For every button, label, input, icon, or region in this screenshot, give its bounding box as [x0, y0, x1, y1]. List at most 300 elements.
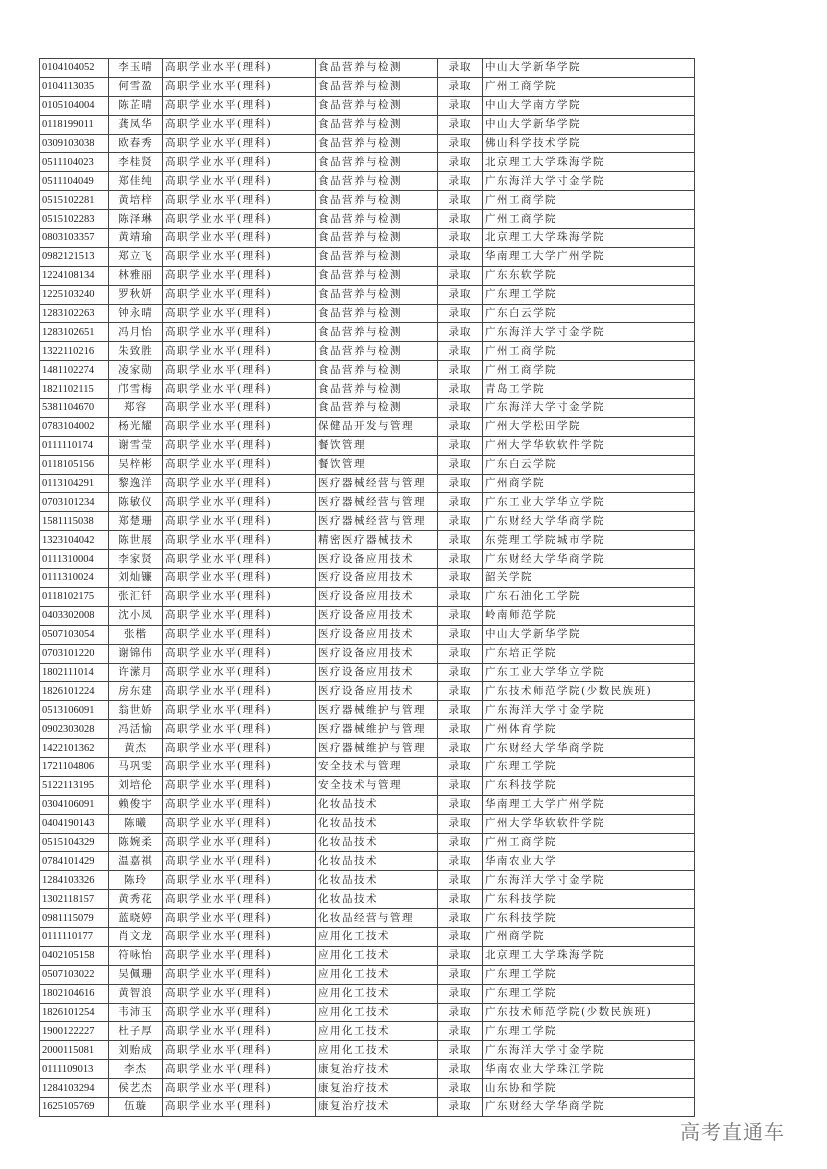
exam-id-cell: 0402105158: [40, 946, 109, 965]
student-name-cell: 伍璇: [109, 1097, 163, 1116]
major-cell: 食品营养与检测: [316, 361, 438, 380]
table-row: [40, 569, 695, 588]
exam-id-cell: 2000115081: [40, 1041, 109, 1060]
status-cell: 录取: [438, 134, 483, 153]
status-cell: 录取: [438, 285, 483, 304]
exam-id-cell: 0404190143: [40, 814, 109, 833]
table-row: [40, 417, 695, 436]
batch-cell: 高职学业水平(理科): [163, 115, 316, 134]
student-name-cell: 陈婉柔: [109, 833, 163, 852]
student-name-cell: 朱致胜: [109, 342, 163, 361]
exam-id-cell: 1821102115: [40, 380, 109, 399]
status-cell: 录取: [438, 946, 483, 965]
student-name-cell: 凌家勋: [109, 361, 163, 380]
student-name-cell: 马巩雯: [109, 757, 163, 776]
school-cell: 广州工商学院: [483, 342, 695, 361]
batch-cell: 高职学业水平(理科): [163, 587, 316, 606]
status-cell: 录取: [438, 1079, 483, 1098]
batch-cell: 高职学业水平(理科): [163, 1022, 316, 1041]
status-cell: 录取: [438, 682, 483, 701]
table-row: [40, 946, 695, 965]
student-name-cell: 林雅丽: [109, 266, 163, 285]
major-cell: 食品营养与检测: [316, 380, 438, 399]
table-row: [40, 1041, 695, 1060]
school-cell: 广东技术师范学院(少数民族班): [483, 1003, 695, 1022]
status-cell: 录取: [438, 342, 483, 361]
status-cell: 录取: [438, 247, 483, 266]
exam-id-cell: 0118105156: [40, 455, 109, 474]
status-cell: 录取: [438, 512, 483, 531]
school-cell: 广州工商学院: [483, 361, 695, 380]
exam-id-cell: 0111110174: [40, 436, 109, 455]
student-name-cell: 龚凤华: [109, 115, 163, 134]
batch-cell: 高职学业水平(理科): [163, 77, 316, 96]
batch-cell: 高职学业水平(理科): [163, 172, 316, 191]
school-cell: 青岛工学院: [483, 380, 695, 399]
exam-id-cell: 1283102651: [40, 323, 109, 342]
batch-cell: 高职学业水平(理科): [163, 946, 316, 965]
table-row: [40, 852, 695, 871]
major-cell: 食品营养与检测: [316, 247, 438, 266]
student-name-cell: 谢锦伟: [109, 644, 163, 663]
school-cell: 佛山科学技术学院: [483, 134, 695, 153]
table-row: [40, 361, 695, 380]
status-cell: 录取: [438, 191, 483, 210]
major-cell: 餐饮管理: [316, 436, 438, 455]
exam-id-cell: 0118102175: [40, 587, 109, 606]
student-name-cell: 陈芷晴: [109, 96, 163, 115]
table-row: [40, 682, 695, 701]
student-name-cell: 陈玲: [109, 871, 163, 890]
status-cell: 录取: [438, 625, 483, 644]
table-row: [40, 757, 695, 776]
batch-cell: 高职学业水平(理科): [163, 342, 316, 361]
batch-cell: 高职学业水平(理科): [163, 531, 316, 550]
major-cell: 食品营养与检测: [316, 134, 438, 153]
major-cell: 医疗设备应用技术: [316, 569, 438, 588]
major-cell: 医疗器械维护与管理: [316, 701, 438, 720]
status-cell: 录取: [438, 531, 483, 550]
exam-id-cell: 0309103038: [40, 134, 109, 153]
table-row: [40, 285, 695, 304]
batch-cell: 高职学业水平(理科): [163, 776, 316, 795]
student-name-cell: 陈泽琳: [109, 210, 163, 229]
status-cell: 录取: [438, 399, 483, 418]
batch-cell: 高职学业水平(理科): [163, 266, 316, 285]
batch-cell: 高职学业水平(理科): [163, 210, 316, 229]
school-cell: 广东海洋大学寸金学院: [483, 172, 695, 191]
batch-cell: 高职学业水平(理科): [163, 436, 316, 455]
student-name-cell: 郑楚珊: [109, 512, 163, 531]
major-cell: 安全技术与管理: [316, 776, 438, 795]
student-name-cell: 冯月怡: [109, 323, 163, 342]
major-cell: 医疗设备应用技术: [316, 587, 438, 606]
batch-cell: 高职学业水平(理科): [163, 229, 316, 248]
major-cell: 应用化工技术: [316, 965, 438, 984]
major-cell: 应用化工技术: [316, 1022, 438, 1041]
table-row: [40, 323, 695, 342]
table-row: [40, 965, 695, 984]
table-row: [40, 909, 695, 928]
student-name-cell: 李杰: [109, 1060, 163, 1079]
status-cell: 录取: [438, 814, 483, 833]
batch-cell: 高职学业水平(理科): [163, 493, 316, 512]
status-cell: 录取: [438, 927, 483, 946]
table-row: [40, 984, 695, 1003]
status-cell: 录取: [438, 417, 483, 436]
status-cell: 录取: [438, 323, 483, 342]
student-name-cell: 张楷: [109, 625, 163, 644]
batch-cell: 高职学业水平(理科): [163, 663, 316, 682]
major-cell: 医疗设备应用技术: [316, 606, 438, 625]
exam-id-cell: 0703101234: [40, 493, 109, 512]
school-cell: 华南农业大学: [483, 852, 695, 871]
exam-id-cell: 0513106091: [40, 701, 109, 720]
school-cell: 广州体育学院: [483, 720, 695, 739]
batch-cell: 高职学业水平(理科): [163, 323, 316, 342]
student-name-cell: 杜子厚: [109, 1022, 163, 1041]
school-cell: 广东理工学院: [483, 757, 695, 776]
status-cell: 录取: [438, 455, 483, 474]
table-row: [40, 1060, 695, 1079]
student-name-cell: 杨光耀: [109, 417, 163, 436]
exam-id-cell: 1826101254: [40, 1003, 109, 1022]
status-cell: 录取: [438, 587, 483, 606]
exam-id-cell: 0118199011: [40, 115, 109, 134]
school-cell: 广东培正学院: [483, 644, 695, 663]
exam-id-cell: 0784101429: [40, 852, 109, 871]
exam-id-cell: 0111110177: [40, 927, 109, 946]
status-cell: 录取: [438, 909, 483, 928]
table-row: [40, 531, 695, 550]
exam-id-cell: 1802111014: [40, 663, 109, 682]
exam-id-cell: 0105104004: [40, 96, 109, 115]
status-cell: 录取: [438, 1022, 483, 1041]
status-cell: 录取: [438, 776, 483, 795]
major-cell: 化妆品技术: [316, 852, 438, 871]
table-row: [40, 927, 695, 946]
student-name-cell: 郑容: [109, 399, 163, 418]
student-name-cell: 黄智浪: [109, 984, 163, 1003]
batch-cell: 高职学业水平(理科): [163, 814, 316, 833]
admission-table-body: [40, 59, 695, 1117]
status-cell: 录取: [438, 1041, 483, 1060]
batch-cell: 高职学业水平(理科): [163, 191, 316, 210]
school-cell: 广东海洋大学寸金学院: [483, 399, 695, 418]
table-row: [40, 134, 695, 153]
exam-id-cell: 1284103326: [40, 871, 109, 890]
student-name-cell: 邝雪梅: [109, 380, 163, 399]
exam-id-cell: 1826101224: [40, 682, 109, 701]
table-row: [40, 663, 695, 682]
school-cell: 广州工商学院: [483, 833, 695, 852]
table-row: [40, 606, 695, 625]
status-cell: 录取: [438, 96, 483, 115]
exam-id-cell: 5122113195: [40, 776, 109, 795]
table-row: [40, 550, 695, 569]
exam-id-cell: 0111109013: [40, 1060, 109, 1079]
table-row: [40, 512, 695, 531]
student-name-cell: 谢雪莹: [109, 436, 163, 455]
status-cell: 录取: [438, 795, 483, 814]
exam-id-cell: 0507103022: [40, 965, 109, 984]
school-cell: 广东石油化工学院: [483, 587, 695, 606]
school-cell: 韶关学院: [483, 569, 695, 588]
status-cell: 录取: [438, 172, 483, 191]
major-cell: 医疗器械维护与管理: [316, 739, 438, 758]
status-cell: 录取: [438, 852, 483, 871]
table-row: [40, 380, 695, 399]
exam-id-cell: 0104104052: [40, 59, 109, 78]
batch-cell: 高职学业水平(理科): [163, 739, 316, 758]
exam-id-cell: 0515102281: [40, 191, 109, 210]
school-cell: 山东协和学院: [483, 1079, 695, 1098]
exam-id-cell: 0403302008: [40, 606, 109, 625]
table-row: [40, 1079, 695, 1098]
status-cell: 录取: [438, 757, 483, 776]
exam-id-cell: 0104113035: [40, 77, 109, 96]
status-cell: 录取: [438, 644, 483, 663]
major-cell: 保健品开发与管理: [316, 417, 438, 436]
school-cell: 广州商学院: [483, 474, 695, 493]
batch-cell: 高职学业水平(理科): [163, 625, 316, 644]
school-cell: 广东科技学院: [483, 890, 695, 909]
status-cell: 录取: [438, 871, 483, 890]
major-cell: 应用化工技术: [316, 984, 438, 1003]
exam-id-cell: 1323104042: [40, 531, 109, 550]
major-cell: 康复治疗技术: [316, 1079, 438, 1098]
table-row: [40, 1022, 695, 1041]
school-cell: 广州大学华软软件学院: [483, 814, 695, 833]
status-cell: 录取: [438, 739, 483, 758]
exam-id-cell: 1581115038: [40, 512, 109, 531]
school-cell: 广东技术师范学院(少数民族班): [483, 682, 695, 701]
table-row: [40, 399, 695, 418]
batch-cell: 高职学业水平(理科): [163, 96, 316, 115]
status-cell: 录取: [438, 663, 483, 682]
exam-id-cell: 0507103054: [40, 625, 109, 644]
table-row: [40, 96, 695, 115]
major-cell: 化妆品经营与管理: [316, 909, 438, 928]
school-cell: 广东海洋大学寸金学院: [483, 323, 695, 342]
status-cell: 录取: [438, 115, 483, 134]
school-cell: 广东白云学院: [483, 455, 695, 474]
school-cell: 中山大学新华学院: [483, 59, 695, 78]
school-cell: 广东海洋大学寸金学院: [483, 701, 695, 720]
major-cell: 应用化工技术: [316, 946, 438, 965]
school-cell: 北京理工大学珠海学院: [483, 946, 695, 965]
school-cell: 华南理工大学广州学院: [483, 795, 695, 814]
major-cell: 食品营养与检测: [316, 229, 438, 248]
student-name-cell: 郑佳纯: [109, 172, 163, 191]
school-cell: 岭南师范学院: [483, 606, 695, 625]
status-cell: 录取: [438, 965, 483, 984]
major-cell: 医疗设备应用技术: [316, 644, 438, 663]
exam-id-cell: 1224108134: [40, 266, 109, 285]
batch-cell: 高职学业水平(理科): [163, 134, 316, 153]
major-cell: 医疗设备应用技术: [316, 663, 438, 682]
school-cell: 东莞理工学院城市学院: [483, 531, 695, 550]
batch-cell: 高职学业水平(理科): [163, 550, 316, 569]
batch-cell: 高职学业水平(理科): [163, 1060, 316, 1079]
status-cell: 录取: [438, 890, 483, 909]
student-name-cell: 温嘉祺: [109, 852, 163, 871]
exam-id-cell: 0803103357: [40, 229, 109, 248]
school-cell: 广东东软学院: [483, 266, 695, 285]
school-cell: 广东财经大学华商学院: [483, 550, 695, 569]
major-cell: 医疗器械经营与管理: [316, 474, 438, 493]
major-cell: 食品营养与检测: [316, 115, 438, 134]
batch-cell: 高职学业水平(理科): [163, 890, 316, 909]
student-name-cell: 陈世展: [109, 531, 163, 550]
status-cell: 录取: [438, 1097, 483, 1116]
school-cell: 广东理工学院: [483, 984, 695, 1003]
student-name-cell: 陈敏仪: [109, 493, 163, 512]
exam-id-cell: 1481102274: [40, 361, 109, 380]
exam-id-cell: 1721104806: [40, 757, 109, 776]
table-row: [40, 833, 695, 852]
exam-id-cell: 0902303028: [40, 720, 109, 739]
status-cell: 录取: [438, 1003, 483, 1022]
student-name-cell: 刘贻成: [109, 1041, 163, 1060]
student-name-cell: 吴梓彬: [109, 455, 163, 474]
student-name-cell: 刘培伦: [109, 776, 163, 795]
major-cell: 食品营养与检测: [316, 285, 438, 304]
student-name-cell: 翁世娇: [109, 701, 163, 720]
table-row: [40, 720, 695, 739]
batch-cell: 高职学业水平(理科): [163, 984, 316, 1003]
student-name-cell: 张汇钎: [109, 587, 163, 606]
watermark: 高考直通车: [680, 1120, 785, 1144]
student-name-cell: 罗秋妍: [109, 285, 163, 304]
major-cell: 食品营养与检测: [316, 323, 438, 342]
status-cell: 录取: [438, 229, 483, 248]
major-cell: 医疗器械经营与管理: [316, 512, 438, 531]
table-row: [40, 191, 695, 210]
major-cell: 应用化工技术: [316, 1003, 438, 1022]
batch-cell: 高职学业水平(理科): [163, 606, 316, 625]
table-row: [40, 871, 695, 890]
student-name-cell: 黎逸洋: [109, 474, 163, 493]
school-cell: 广东理工学院: [483, 285, 695, 304]
batch-cell: 高职学业水平(理科): [163, 1079, 316, 1098]
major-cell: 食品营养与检测: [316, 77, 438, 96]
student-name-cell: 何雪盈: [109, 77, 163, 96]
student-name-cell: 韦沛玉: [109, 1003, 163, 1022]
major-cell: 食品营养与检测: [316, 172, 438, 191]
student-name-cell: 吴佩珊: [109, 965, 163, 984]
table-row: [40, 115, 695, 134]
school-cell: 广州工商学院: [483, 77, 695, 96]
status-cell: 录取: [438, 833, 483, 852]
batch-cell: 高职学业水平(理科): [163, 380, 316, 399]
batch-cell: 高职学业水平(理科): [163, 965, 316, 984]
school-cell: 广东财经大学华商学院: [483, 1097, 695, 1116]
exam-id-cell: 0111310024: [40, 569, 109, 588]
exam-id-cell: 0511104049: [40, 172, 109, 191]
batch-cell: 高职学业水平(理科): [163, 795, 316, 814]
school-cell: 广东财经大学华商学院: [483, 739, 695, 758]
batch-cell: 高职学业水平(理科): [163, 757, 316, 776]
school-cell: 广州大学华软软件学院: [483, 436, 695, 455]
batch-cell: 高职学业水平(理科): [163, 682, 316, 701]
exam-id-cell: 1625105769: [40, 1097, 109, 1116]
student-name-cell: 侯艺杰: [109, 1079, 163, 1098]
school-cell: 广州工商学院: [483, 191, 695, 210]
major-cell: 食品营养与检测: [316, 342, 438, 361]
student-name-cell: 符咏怡: [109, 946, 163, 965]
exam-id-cell: 0113104291: [40, 474, 109, 493]
exam-id-cell: 0111310004: [40, 550, 109, 569]
status-cell: 录取: [438, 77, 483, 96]
batch-cell: 高职学业水平(理科): [163, 474, 316, 493]
batch-cell: 高职学业水平(理科): [163, 1097, 316, 1116]
table-row: [40, 1097, 695, 1116]
student-name-cell: 李桂贤: [109, 153, 163, 172]
school-cell: 广东工业大学华立学院: [483, 663, 695, 682]
exam-id-cell: 1422101362: [40, 739, 109, 758]
major-cell: 食品营养与检测: [316, 399, 438, 418]
student-name-cell: 黄秀花: [109, 890, 163, 909]
batch-cell: 高职学业水平(理科): [163, 285, 316, 304]
school-cell: 广东海洋大学寸金学院: [483, 871, 695, 890]
table-row: [40, 776, 695, 795]
table-row: [40, 436, 695, 455]
batch-cell: 高职学业水平(理科): [163, 512, 316, 531]
batch-cell: 高职学业水平(理科): [163, 1003, 316, 1022]
status-cell: 录取: [438, 550, 483, 569]
batch-cell: 高职学业水平(理科): [163, 361, 316, 380]
batch-cell: 高职学业水平(理科): [163, 720, 316, 739]
batch-cell: 高职学业水平(理科): [163, 644, 316, 663]
table-row: [40, 795, 695, 814]
table-row: [40, 890, 695, 909]
exam-id-cell: 0515102283: [40, 210, 109, 229]
student-name-cell: 李玉晴: [109, 59, 163, 78]
major-cell: 化妆品技术: [316, 814, 438, 833]
exam-id-cell: 0783104002: [40, 417, 109, 436]
major-cell: 食品营养与检测: [316, 96, 438, 115]
major-cell: 食品营养与检测: [316, 266, 438, 285]
school-cell: 广东海洋大学寸金学院: [483, 1041, 695, 1060]
major-cell: 医疗设备应用技术: [316, 625, 438, 644]
batch-cell: 高职学业水平(理科): [163, 455, 316, 474]
batch-cell: 高职学业水平(理科): [163, 247, 316, 266]
exam-id-cell: 1302118157: [40, 890, 109, 909]
major-cell: 食品营养与检测: [316, 153, 438, 172]
table-row: [40, 474, 695, 493]
table-row: [40, 59, 695, 78]
student-name-cell: 冯活愉: [109, 720, 163, 739]
major-cell: 餐饮管理: [316, 455, 438, 474]
status-cell: 录取: [438, 1060, 483, 1079]
student-name-cell: 黄杰: [109, 739, 163, 758]
table-row: [40, 266, 695, 285]
batch-cell: 高职学业水平(理科): [163, 852, 316, 871]
school-cell: 中山大学新华学院: [483, 625, 695, 644]
student-name-cell: 郑立飞: [109, 247, 163, 266]
table-row: [40, 644, 695, 663]
major-cell: 精密医疗器械技术: [316, 531, 438, 550]
school-cell: 广东理工学院: [483, 1022, 695, 1041]
exam-id-cell: 0511104023: [40, 153, 109, 172]
table-row: [40, 229, 695, 248]
batch-cell: 高职学业水平(理科): [163, 417, 316, 436]
status-cell: 录取: [438, 59, 483, 78]
student-name-cell: 李家贤: [109, 550, 163, 569]
major-cell: 食品营养与检测: [316, 304, 438, 323]
status-cell: 录取: [438, 493, 483, 512]
